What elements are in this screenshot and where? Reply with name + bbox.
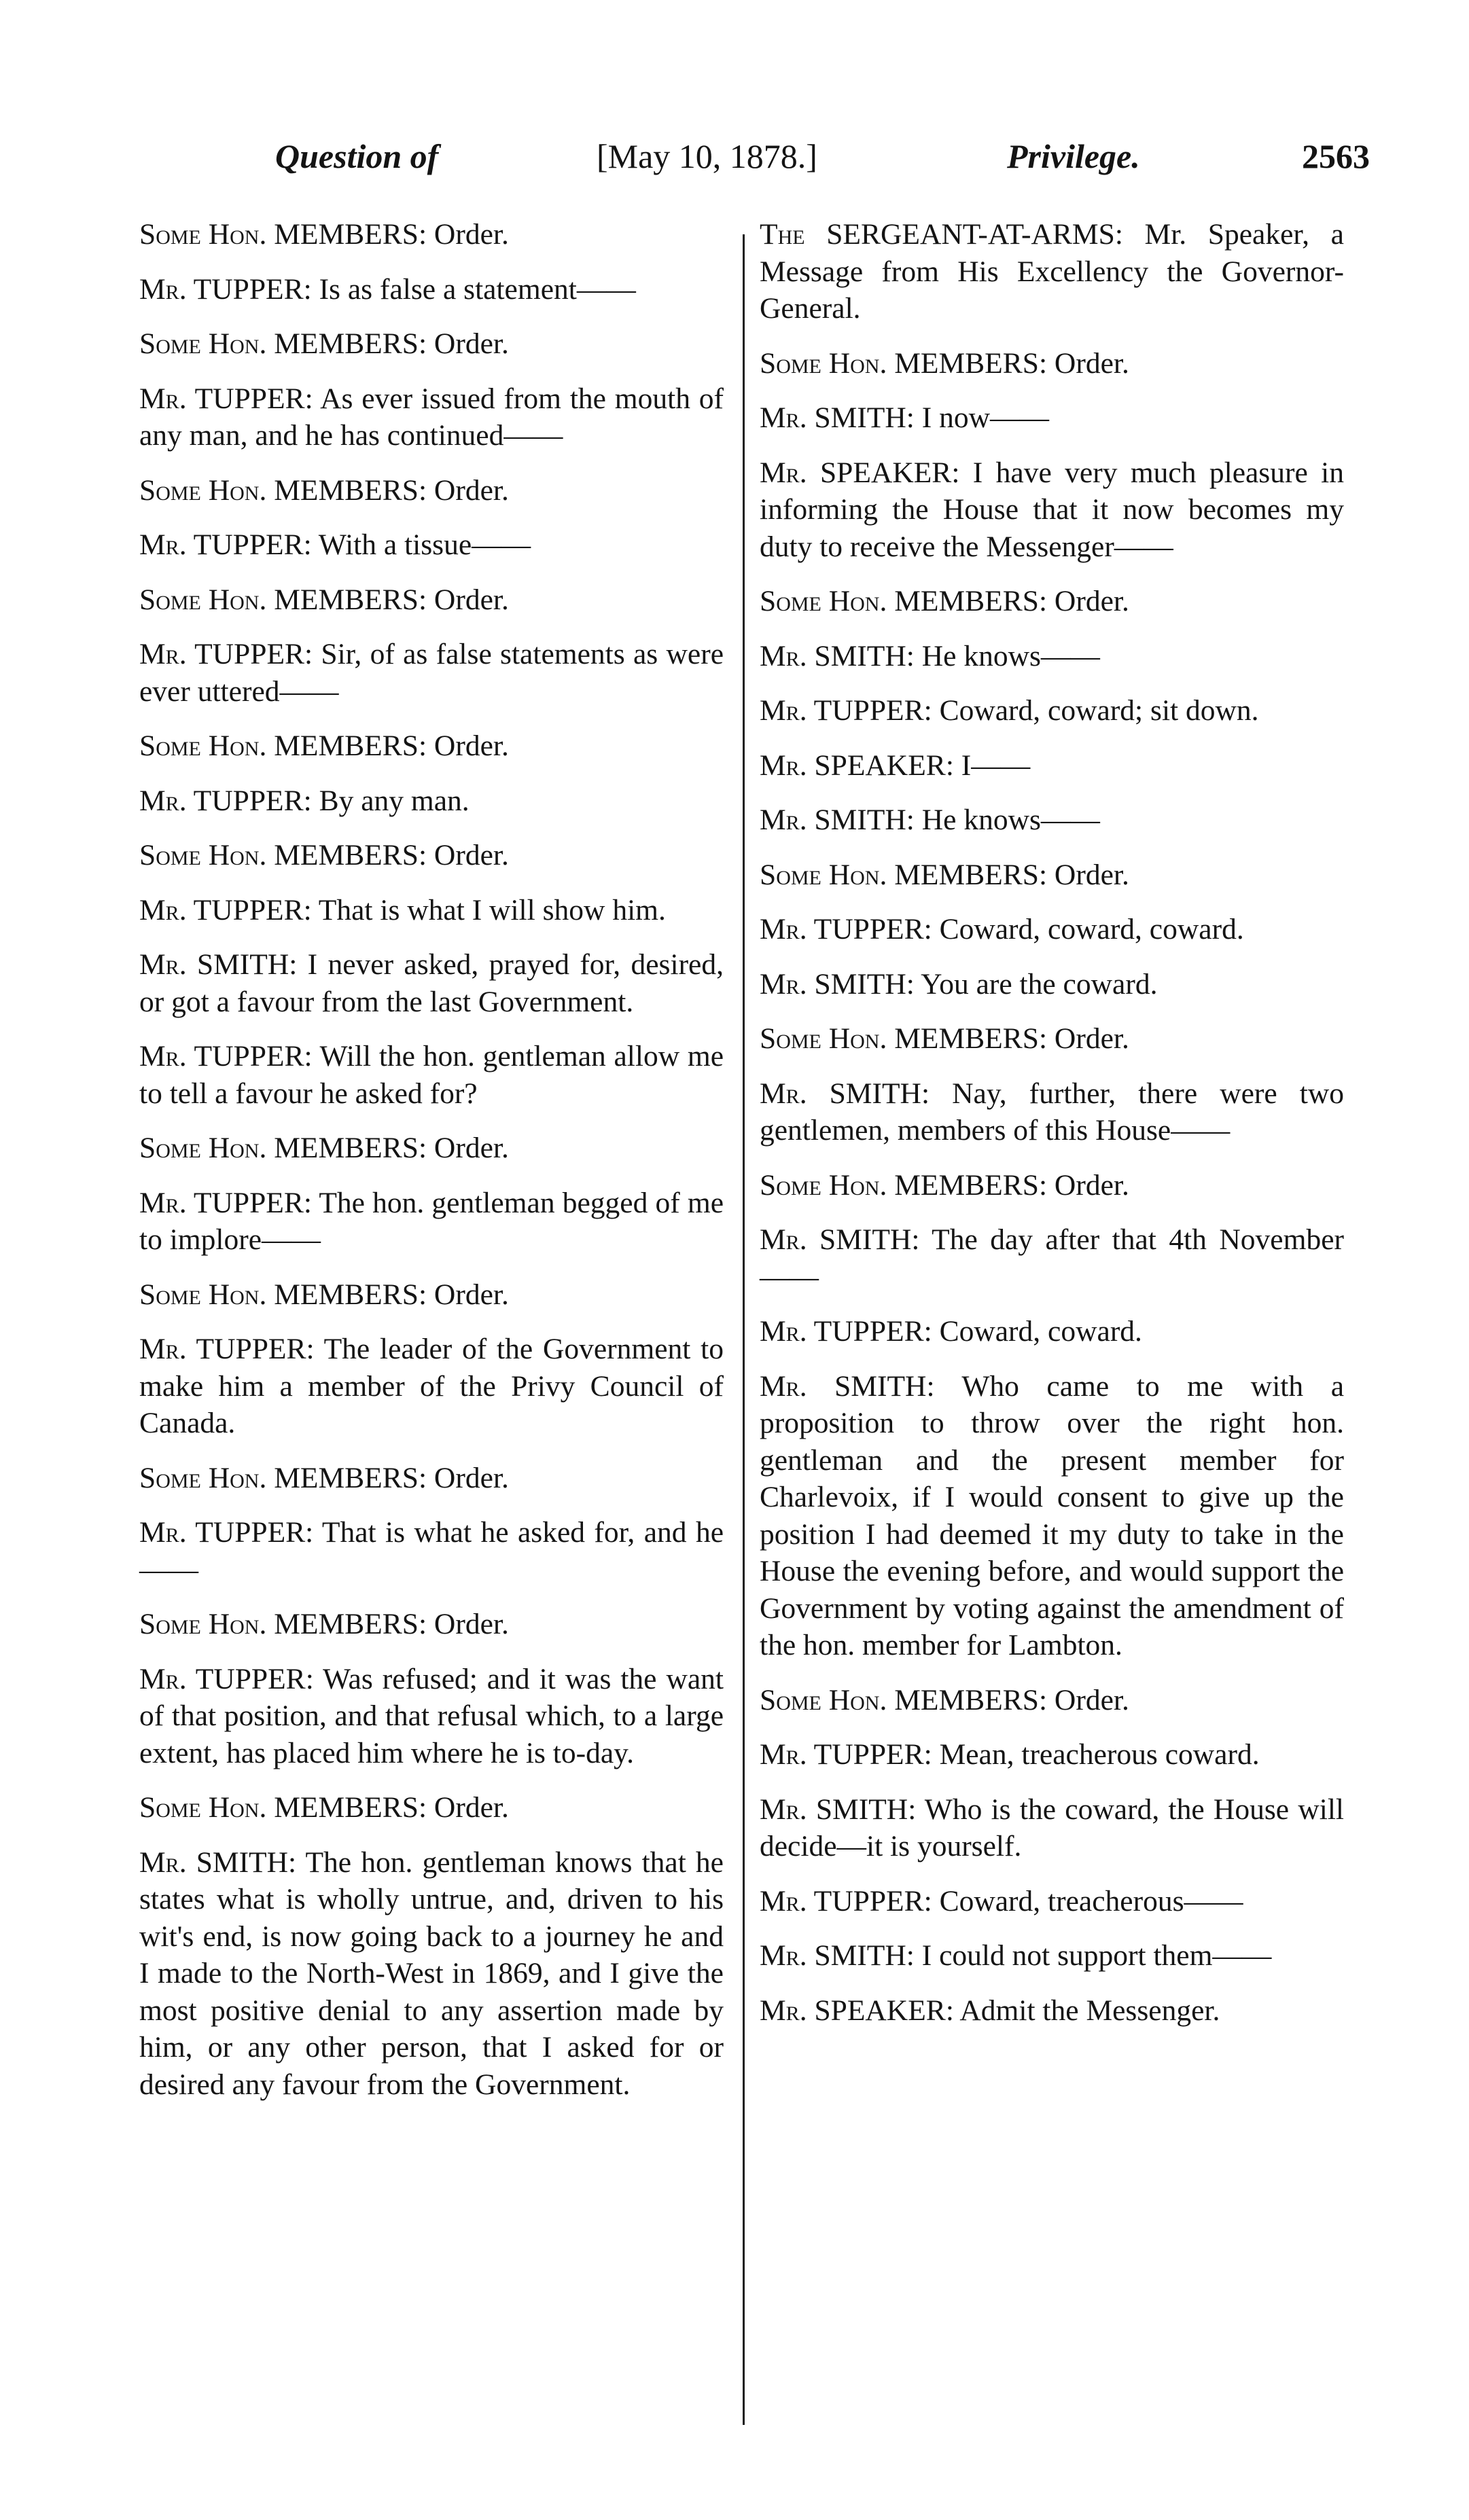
speaker-name: Mr. TUPPER xyxy=(139,1040,304,1073)
speech-paragraph xyxy=(760,454,1344,566)
speech-paragraph xyxy=(760,1167,1344,1204)
speaker-name: Some Hon. MEMBERS xyxy=(760,1168,1039,1202)
speech-paragraph xyxy=(760,1736,1344,1774)
speech-paragraph xyxy=(139,727,724,765)
speech-text: : I—— xyxy=(945,749,1031,782)
speech-text: : Order. xyxy=(418,1132,509,1164)
speaker-name: Mr. SMITH xyxy=(760,1939,906,1972)
speaker-name: Some Hon. MEMBERS xyxy=(760,1022,1039,1055)
speech-text: : Order. xyxy=(1038,858,1129,891)
speaker-name: Mr. TUPPER xyxy=(139,638,305,670)
speaker-name: Some Hon. MEMBERS xyxy=(139,1608,419,1640)
speech-text: : Will the hon. gentleman allow me to tell a favour he asked for? xyxy=(139,1040,724,1110)
speech-text: : Mean, treacherous coward. xyxy=(923,1738,1260,1771)
speech-paragraph xyxy=(760,1313,1344,1350)
speech-text: : He knows—— xyxy=(906,639,1100,672)
speaker-name: Mr. TUPPER xyxy=(760,1315,924,1348)
speech-paragraph xyxy=(760,857,1344,894)
header-date: [May 10, 1878.] xyxy=(597,137,817,175)
speech-paragraph xyxy=(760,216,1344,327)
speech-text: : The hon. gentleman knows that he states what is wholly untrue, and, driven to his wit's end, is now going back to a journey he and I made to the North-West in 1869, and I give the most positive denial to any assertion made by him, or any other person, that I asked for or desired any favour from the Government. xyxy=(139,1846,724,2101)
speaker-name: Mr. TUPPER xyxy=(139,784,304,817)
speech-text: : By any man. xyxy=(303,784,470,817)
speech-paragraph xyxy=(139,581,724,619)
speech-paragraph xyxy=(139,1789,724,1826)
speaker-name: Mr. SPEAKER xyxy=(760,1994,946,2027)
speaker-name: Some Hon. MEMBERS xyxy=(760,1683,1039,1716)
speech-paragraph xyxy=(760,345,1344,382)
speech-paragraph xyxy=(139,837,724,874)
left-column xyxy=(139,216,724,2121)
speech-paragraph xyxy=(139,1276,724,1314)
speaker-name: Some Hon. MEMBERS xyxy=(139,1791,419,1824)
speech-text: : He knows—— xyxy=(906,804,1100,836)
speech-text: : Order. xyxy=(418,1791,509,1824)
speech-paragraph xyxy=(760,1883,1344,1920)
speaker-name: Some Hon. MEMBERS xyxy=(139,583,419,616)
speech-paragraph xyxy=(139,1661,724,1772)
speech-paragraph xyxy=(139,271,724,308)
speaker-name: Mr. TUPPER xyxy=(139,1186,304,1219)
speaker-name: Mr. SMITH xyxy=(760,1369,927,1403)
speech-text: : Who came to me with a proposition to throw over the right hon. gentleman and the present member for Charlevoix, if I would consent to give up the position I had deemed it my duty to take in the House the evening before, and would support the Government by voting against the amendment of the hon. member for Lambton. xyxy=(760,1369,1345,1661)
header-left: Question of xyxy=(275,137,439,175)
speech-text: : Order. xyxy=(1038,585,1129,617)
speech-text: : As ever issued from the mouth of any man, and he has continued—— xyxy=(139,382,724,452)
speaker-name: Mr. TUPPER xyxy=(139,1516,306,1549)
speaker-name: Mr. TUPPER xyxy=(760,1738,924,1771)
running-header xyxy=(0,136,1469,190)
speech-paragraph xyxy=(760,1368,1344,1664)
speech-paragraph xyxy=(139,1844,724,2104)
speaker-name: Some Hon. MEMBERS xyxy=(139,1461,419,1494)
speech-paragraph xyxy=(760,1682,1344,1719)
speech-paragraph xyxy=(760,399,1344,437)
speech-paragraph xyxy=(139,782,724,820)
speech-paragraph xyxy=(760,692,1344,730)
speech-paragraph xyxy=(760,747,1344,785)
speech-paragraph xyxy=(760,638,1344,675)
speaker-name: Mr. TUPPER xyxy=(139,1662,306,1695)
speech-text: : Coward, coward; sit down. xyxy=(923,694,1259,727)
speech-text: : You are the coward. xyxy=(906,967,1158,1001)
speaker-name: Mr. SMITH xyxy=(760,804,906,836)
speaker-name: Mr. TUPPER xyxy=(139,893,304,926)
speaker-name: Mr. SPEAKER xyxy=(760,749,946,782)
speech-text: : Order. xyxy=(418,583,509,616)
speech-paragraph xyxy=(139,1460,724,1497)
speech-paragraph xyxy=(139,946,724,1020)
speech-text: : Nay, further, there were two gentlemen, members of this House—— xyxy=(760,1077,1345,1147)
speaker-name: Mr. SMITH xyxy=(139,948,289,981)
speech-paragraph xyxy=(139,1514,724,1588)
speech-text: : Coward, coward. xyxy=(923,1315,1142,1348)
speech-paragraph xyxy=(760,966,1344,1003)
speech-paragraph xyxy=(760,1221,1344,1295)
speaker-name: Mr. SMITH xyxy=(760,639,906,672)
header-right: Privilege. xyxy=(1007,137,1140,175)
speech-paragraph xyxy=(760,1075,1344,1149)
speech-text: : Order. xyxy=(418,730,509,762)
speech-text: : That is what he asked for, and he—— xyxy=(139,1516,724,1586)
speech-text: : The hon. gentleman begged of me to implore—— xyxy=(139,1186,724,1256)
speech-text: : Sir, of as false statements as were ever uttered—— xyxy=(139,638,724,708)
speaker-name: Some Hon. MEMBERS xyxy=(760,585,1039,617)
speech-text: : Coward, coward, coward. xyxy=(923,913,1244,946)
speech-text: : Order. xyxy=(418,473,509,507)
speaker-name: Some Hon. MEMBERS xyxy=(139,218,419,251)
speech-paragraph xyxy=(139,1331,724,1442)
speech-paragraph xyxy=(139,636,724,710)
speech-text: : Was refused; and it was the want of that position, and that refusal which, to a large extent, has placed him where he is to-day. xyxy=(139,1662,724,1769)
speaker-name: Mr. TUPPER xyxy=(139,528,304,561)
column-divider xyxy=(743,234,745,2425)
speech-paragraph xyxy=(139,892,724,929)
speaker-name: Mr. TUPPER xyxy=(139,382,305,415)
speech-text: : Order. xyxy=(418,1461,509,1494)
speaker-name: Mr. TUPPER xyxy=(139,272,304,306)
speech-paragraph xyxy=(139,325,724,363)
speech-text: : Coward, treacherous—— xyxy=(923,1884,1243,1918)
speech-paragraph xyxy=(139,1606,724,1643)
speech-paragraph xyxy=(139,1130,724,1167)
speaker-name: The SERGEANT-AT-ARMS xyxy=(760,218,1115,251)
speaker-name: Mr. SMITH xyxy=(760,1223,912,1256)
speech-paragraph xyxy=(139,472,724,509)
speaker-name: Mr. SMITH xyxy=(760,967,906,1001)
speech-paragraph xyxy=(760,1992,1344,2030)
speaker-name: Mr. SPEAKER xyxy=(760,456,952,489)
speech-text: : Order. xyxy=(1038,1168,1129,1202)
speech-text: : Admit the Messenger. xyxy=(945,1994,1220,2027)
speech-paragraph xyxy=(760,1791,1344,1865)
speech-text: : I now—— xyxy=(906,401,1050,434)
speaker-name: Some Hon. MEMBERS xyxy=(139,327,419,360)
speech-paragraph xyxy=(139,216,724,253)
speech-text: : Who is the coward, the House will decide—it is yourself. xyxy=(760,1793,1344,1862)
speaker-name: Mr. SMITH xyxy=(760,1077,921,1110)
speech-text: : Order. xyxy=(1038,1683,1129,1716)
speech-paragraph xyxy=(760,583,1344,620)
speech-paragraph xyxy=(139,1038,724,1112)
speaker-name: Some Hon. MEMBERS xyxy=(139,1278,419,1311)
speech-text: : Is as false a statement—— xyxy=(303,272,636,306)
speech-paragraph xyxy=(139,1185,724,1259)
speech-text: : Order. xyxy=(418,839,509,871)
speaker-name: Mr. SMITH xyxy=(139,1846,289,1879)
page-number: 2563 xyxy=(1302,137,1370,175)
speaker-name: Mr. SMITH xyxy=(760,1793,908,1826)
speech-text: : Mr. Speaker, a Message from His Excellency the Governor-General. xyxy=(760,218,1344,325)
speech-text: : I could not support them—— xyxy=(906,1939,1272,1972)
speech-text: : Order. xyxy=(418,1608,509,1640)
speaker-name: Mr. TUPPER xyxy=(760,694,924,727)
speech-text: : Order. xyxy=(1038,1022,1129,1055)
speaker-name: Mr. TUPPER xyxy=(760,913,924,946)
speech-paragraph xyxy=(139,526,724,564)
speech-text: : Order. xyxy=(418,1278,509,1311)
speech-paragraph xyxy=(760,911,1344,948)
speaker-name: Some Hon. MEMBERS xyxy=(139,839,419,871)
speech-text: : I never asked, prayed for, desired, or got a favour from the last Government. xyxy=(139,948,724,1018)
speech-paragraph xyxy=(760,1020,1344,1058)
speech-paragraph xyxy=(760,1937,1344,1975)
speech-text: : That is what I will show him. xyxy=(303,893,666,926)
speaker-name: Some Hon. MEMBERS xyxy=(139,730,419,762)
speaker-name: Mr. SMITH xyxy=(760,401,906,434)
speaker-name: Mr. TUPPER xyxy=(139,1333,306,1365)
right-column xyxy=(760,216,1344,2047)
speech-paragraph xyxy=(760,802,1344,839)
speech-text: : Order. xyxy=(418,218,509,251)
speech-text: : With a tissue—— xyxy=(303,528,531,561)
speech-text: : The day after that 4th November—— xyxy=(760,1223,1344,1293)
speaker-name: Some Hon. MEMBERS xyxy=(139,473,419,507)
speaker-name: Some Hon. MEMBERS xyxy=(760,346,1039,380)
speech-text: : The leader of the Government to make him a member of the Privy Council of Canada. xyxy=(139,1333,724,1439)
speech-text: : I have very much pleasure in informing the House that it now becomes my duty to receive the Messenger—— xyxy=(760,456,1344,563)
speech-text: : Order. xyxy=(418,327,509,360)
speaker-name: Mr. TUPPER xyxy=(760,1884,924,1918)
speaker-name: Some Hon. MEMBERS xyxy=(139,1132,419,1164)
speech-paragraph xyxy=(139,380,724,454)
speaker-name: Some Hon. MEMBERS xyxy=(760,858,1039,891)
speech-text: : Order. xyxy=(1038,346,1129,380)
